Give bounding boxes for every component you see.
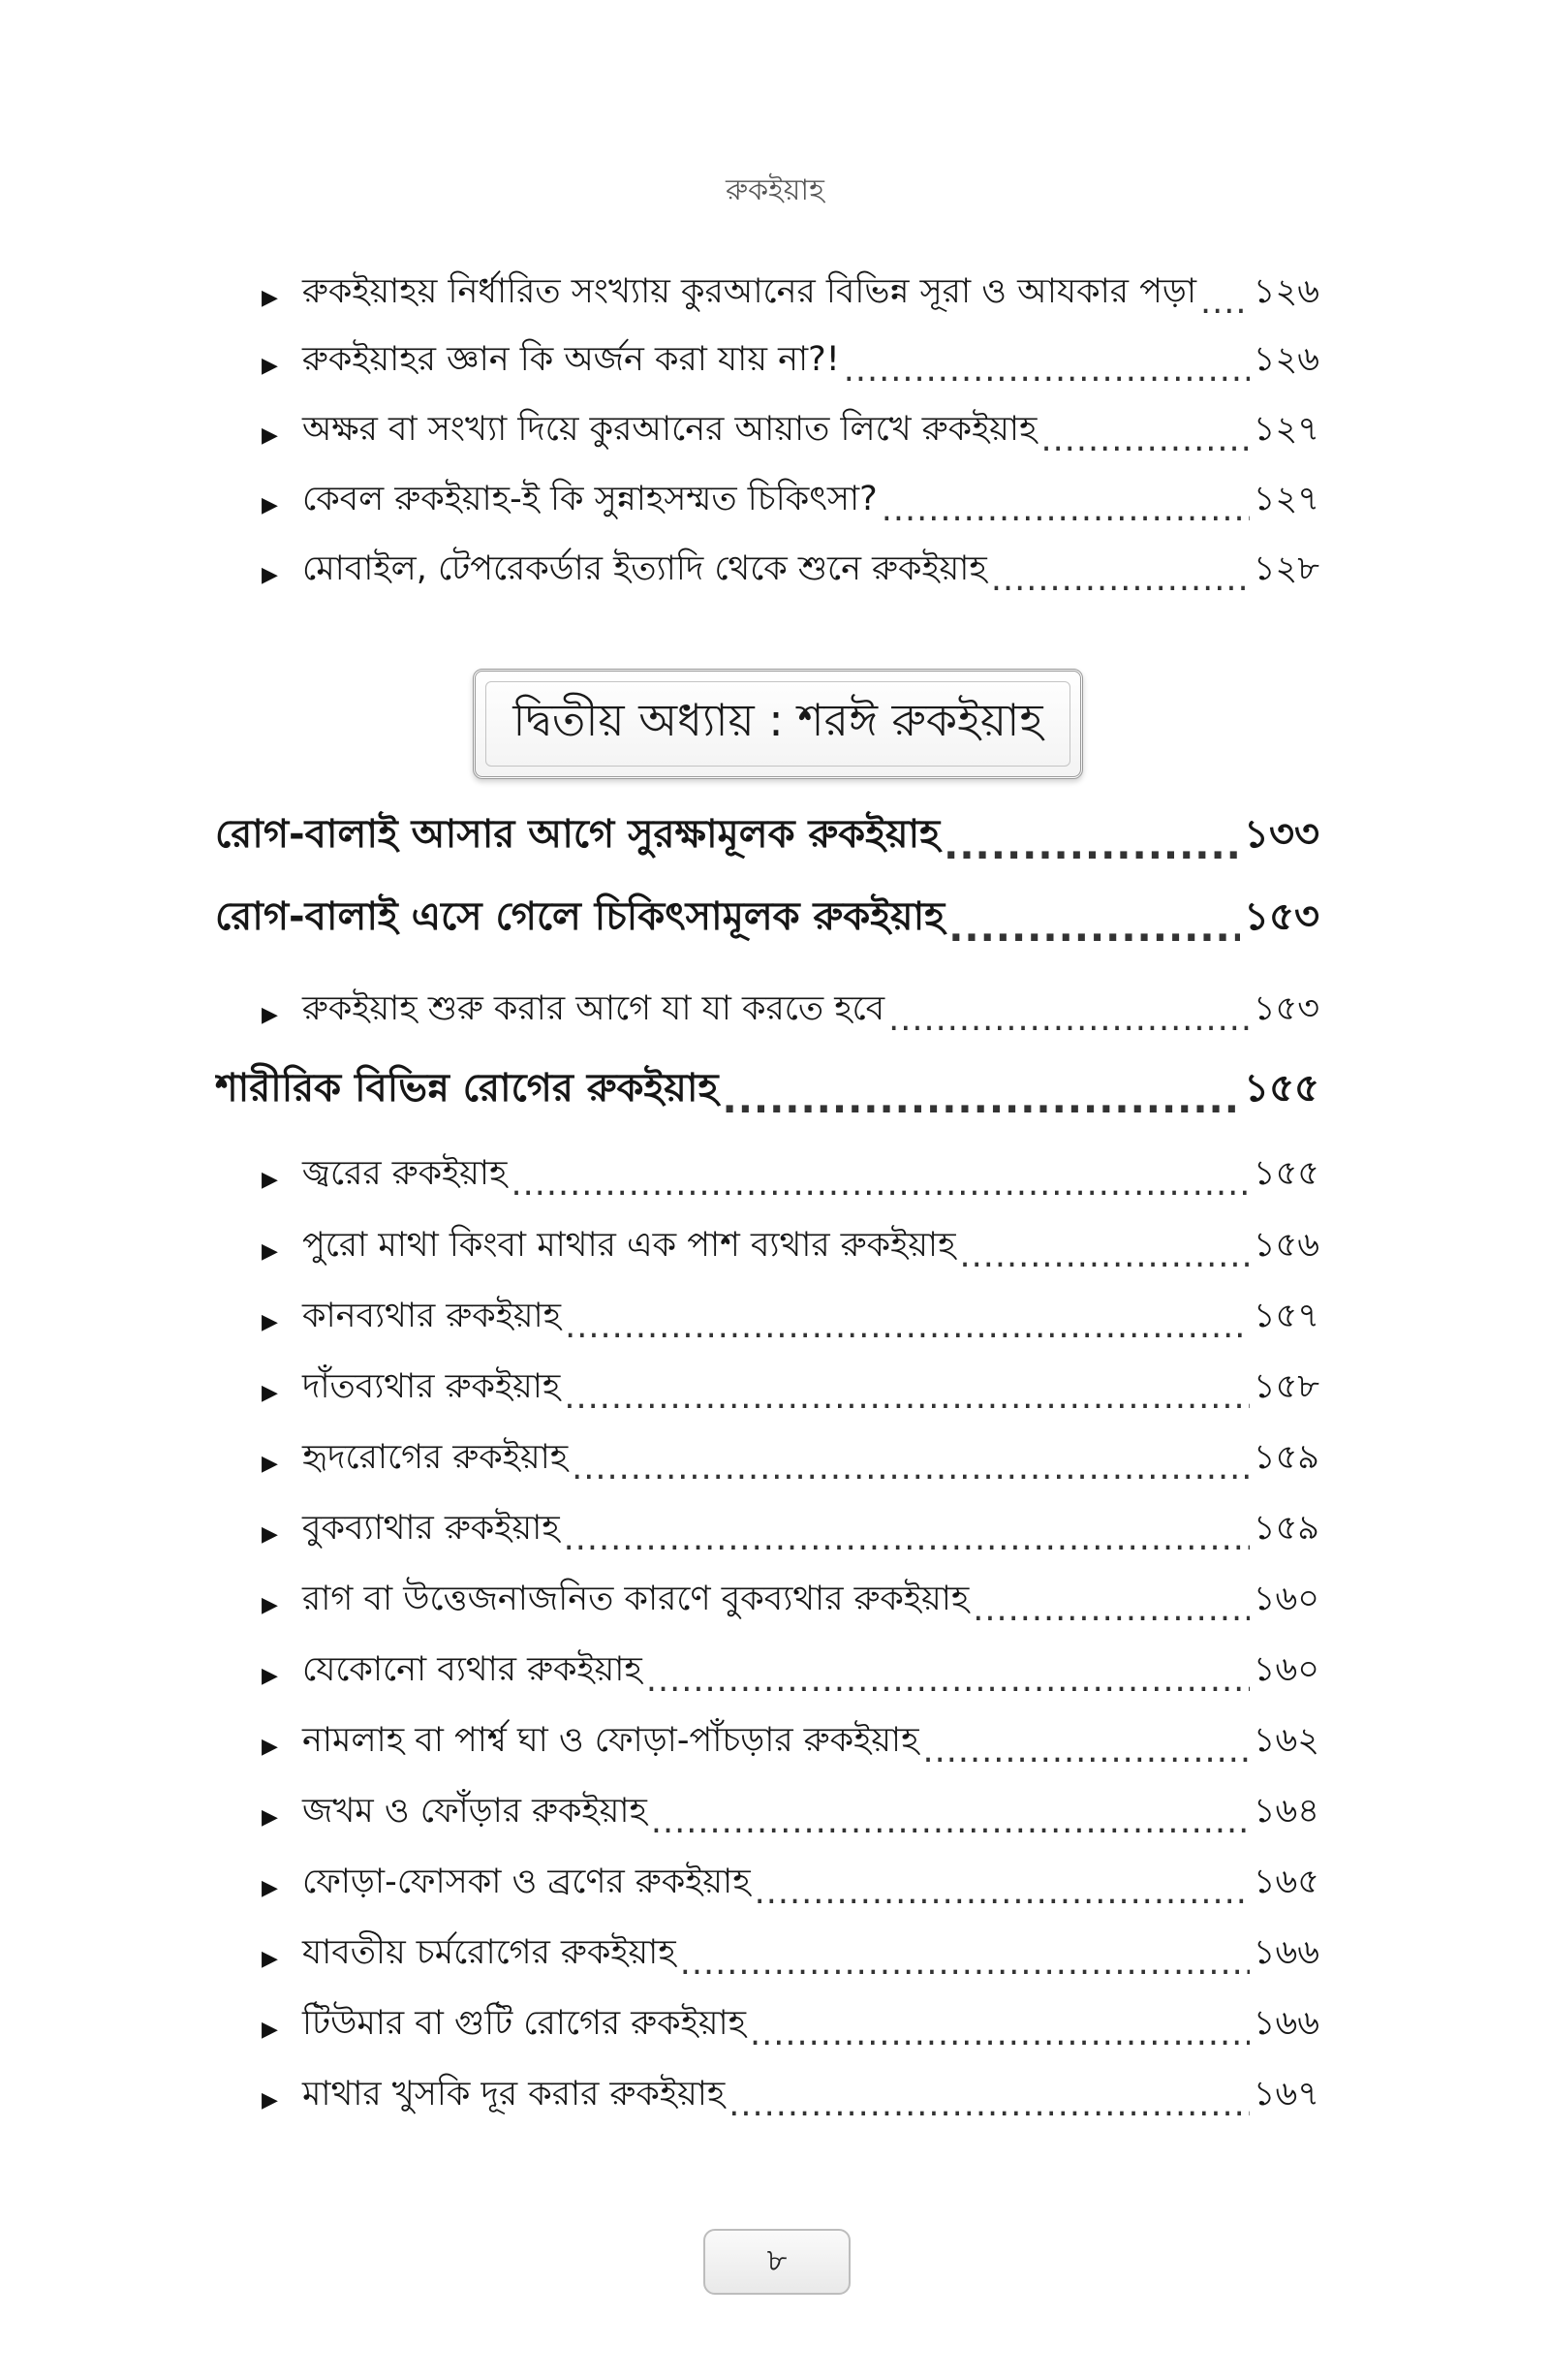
dot-leader — [991, 560, 1250, 599]
toc-entry[interactable] — [262, 331, 1319, 390]
toc-entry[interactable] — [262, 1571, 1319, 1629]
section-heading-label: শারীরিক বিভিন্ন রোগের রুকইয়াহ — [215, 1066, 719, 1111]
toc-entry[interactable] — [262, 471, 1319, 529]
dot-leader — [565, 1307, 1250, 1346]
dot-leader — [959, 1237, 1249, 1275]
toc-entry-label: অক্ষর বা সংখ্যা দিয়ে কুরআনের আয়াত লিখে রুকইয়াহ — [302, 410, 1038, 449]
dot-leader — [973, 1590, 1249, 1629]
toc-entry-page: ১৫৯ — [1253, 1509, 1319, 1548]
toc-entry-label: মাথার খুসকি দূর করার রুকইয়াহ — [302, 2075, 726, 2114]
toc-entry-label: হৃদরোগের রুকইয়াহ — [302, 1438, 569, 1477]
toc-entry-page: ১৫৮ — [1253, 1367, 1319, 1406]
dot-leader — [882, 490, 1250, 529]
bullet-arrow-icon: ▶ — [262, 563, 278, 587]
toc-entry[interactable] — [262, 1288, 1319, 1346]
toc-entry-page: ১২৮ — [1253, 549, 1319, 588]
toc-entry-label: যাবতীয় চর্মরোগের রুকইয়াহ — [302, 1933, 676, 1972]
running-head: রুকইয়াহ — [726, 173, 824, 207]
bullet-arrow-icon: ▶ — [262, 493, 278, 517]
toc-entry[interactable] — [262, 1145, 1319, 1204]
bullet-arrow-icon: ▶ — [262, 1168, 278, 1192]
toc-entry-label: কেবল রুকইয়াহ-ই কি সুন্নাহসম্মত চিকিৎসা? — [302, 480, 878, 518]
toc-entry-page: ১৬২ — [1253, 1721, 1319, 1760]
toc-entry-label: বুকব্যাথার রুকইয়াহ — [302, 1509, 560, 1548]
toc-entry-page: ১২৬ — [1253, 272, 1319, 311]
toc-entry-label: রুকইয়াহ শুরু করার আগে যা যা করতে হবে — [302, 989, 885, 1028]
toc-entry-page: ১৫৫ — [1253, 1154, 1319, 1193]
toc-entry[interactable] — [262, 1359, 1319, 1417]
toc-entry-page: ১৬০ — [1253, 1580, 1319, 1618]
bullet-arrow-icon: ▶ — [262, 1805, 278, 1830]
dot-leader — [1200, 283, 1250, 322]
toc-entry[interactable] — [262, 1429, 1319, 1488]
bullet-arrow-icon: ▶ — [262, 1947, 278, 1971]
section-heading-label: রোগ-বালাই আসার আগে সুরক্ষামূলক রুকইয়াহ — [215, 812, 941, 857]
toc-entry-label: ফোড়া-ফোসকা ও ব্রণের রুকইয়াহ — [302, 1863, 751, 1901]
dot-leader — [651, 1802, 1250, 1841]
toc-entry[interactable] — [262, 401, 1319, 459]
bullet-arrow-icon: ▶ — [262, 1522, 278, 1547]
dot-leader — [750, 2015, 1250, 2053]
toc-entry-label: জ্বরের রুকইয়াহ — [302, 1154, 508, 1193]
toc-entry-label: নামলাহ বা পার্শ্ব ঘা ও ফোড়া-পাঁচড়ার রুকইয়াহ — [302, 1721, 919, 1760]
toc-entry-page: ১৫৭ — [1253, 1297, 1319, 1335]
dot-leader — [646, 1661, 1250, 1700]
toc-entry-label: পুরো মাথা কিংবা মাথার এক পাশ ব্যথার রুকইয়াহ — [302, 1226, 956, 1265]
toc-entry-page: ১৬৫ — [1253, 1863, 1319, 1901]
section-heading-page: ১৩৩ — [1244, 812, 1319, 857]
toc-entry[interactable] — [262, 1500, 1319, 1558]
toc-entry-page: ১৫৬ — [1253, 1226, 1319, 1265]
section-heading-page: ১৫৩ — [1244, 894, 1319, 939]
dot-leader — [755, 1873, 1250, 1912]
dot-leader — [572, 1449, 1250, 1488]
bullet-arrow-icon: ▶ — [262, 1664, 278, 1688]
toc-entry-label: মোবাইল, টেপরেকর্ডার ইত্যাদি থেকে শুনে রুকইয়াহ — [302, 549, 987, 588]
dot-leader — [564, 1378, 1250, 1417]
dot-leader — [888, 1000, 1250, 1039]
toc-entry-page: ১৬৪ — [1253, 1792, 1319, 1831]
section-heading-page: ১৫৫ — [1244, 1066, 1319, 1111]
bullet-arrow-icon: ▶ — [262, 1735, 278, 1759]
dot-leader — [1040, 421, 1249, 459]
bullet-arrow-icon: ▶ — [262, 2088, 278, 2113]
toc-entry[interactable] — [262, 1783, 1319, 1841]
dot-leader — [723, 1078, 1241, 1122]
toc-entry-label: দাঁতব্যথার রুকইয়াহ — [302, 1367, 561, 1406]
toc-entry-label: কানব্যথার রুকইয়াহ — [302, 1297, 562, 1335]
bullet-arrow-icon: ▶ — [262, 286, 278, 310]
bullet-arrow-icon: ▶ — [262, 1452, 278, 1476]
toc-entry[interactable] — [262, 1642, 1319, 1700]
dot-leader — [922, 1732, 1249, 1770]
dot-leader — [511, 1165, 1249, 1204]
toc-entry[interactable] — [262, 1925, 1319, 1983]
toc-entry-page: ১২৭ — [1253, 410, 1319, 449]
toc-entry-page: ১৫৯ — [1253, 1438, 1319, 1477]
toc-entry[interactable] — [262, 541, 1319, 599]
bullet-arrow-icon: ▶ — [262, 1310, 278, 1334]
toc-entry[interactable] — [262, 1712, 1319, 1770]
toc-entry-page: ১৬৬ — [1253, 1933, 1319, 1972]
bullet-arrow-icon: ▶ — [262, 1239, 278, 1264]
dot-leader — [844, 351, 1250, 390]
toc-entry-page: ১৬০ — [1253, 1650, 1319, 1689]
toc-entry-page: ১৫৩ — [1253, 989, 1319, 1028]
toc-entry-label: টিউমার বা গুটি রোগের রুকইয়াহ — [302, 2004, 746, 2043]
page-number: ৮ — [766, 2241, 788, 2278]
toc-entry-label: রুকইয়াহর জ্ঞান কি অর্জন করা যায় না?! — [302, 340, 840, 379]
toc-entry[interactable] — [262, 1217, 1319, 1275]
dot-leader — [728, 2085, 1250, 2124]
toc-entry[interactable] — [262, 264, 1319, 322]
toc-entry-label: রাগ বা উত্তেজনাজনিত কারণে বুকব্যথার রুকইয়াহ — [302, 1580, 970, 1618]
toc-section-heading[interactable] — [215, 1060, 1319, 1122]
bullet-arrow-icon: ▶ — [262, 1593, 278, 1617]
toc-entry-page: ১৬৬ — [1253, 2004, 1319, 2043]
toc-entry-page: ১৬৭ — [1253, 2075, 1319, 2114]
toc-entry-page: ১২৭ — [1253, 480, 1319, 518]
dot-leader — [948, 906, 1240, 951]
bullet-arrow-icon: ▶ — [262, 1003, 278, 1027]
toc-entry-label: রুকইয়াহয় নির্ধারিত সংখ্যায় কুরআনের বিভিন্ন সূরা ও আযকার পড়া — [302, 272, 1196, 311]
toc-entry-page: ১২৬ — [1253, 340, 1319, 379]
page-number-box — [703, 2229, 851, 2295]
toc-section-heading[interactable] — [215, 889, 1319, 951]
dot-leader — [680, 1944, 1250, 1983]
bullet-arrow-icon: ▶ — [262, 423, 278, 448]
toc-entry[interactable] — [262, 1995, 1319, 2053]
toc-section-heading[interactable] — [215, 806, 1319, 868]
chapter-title: দ্বিতীয় অধ্যায় : শরঈ রুকইয়াহ — [512, 694, 1043, 746]
bullet-arrow-icon: ▶ — [262, 354, 278, 378]
toc-entry[interactable] — [262, 2066, 1319, 2124]
toc-entry-label: জখম ও ফোঁড়ার রুকইয়াহ — [302, 1792, 647, 1831]
bullet-arrow-icon: ▶ — [262, 2018, 278, 2042]
toc-entry[interactable] — [262, 981, 1319, 1039]
bullet-arrow-icon: ▶ — [262, 1876, 278, 1900]
chapter-title-frame — [473, 669, 1083, 779]
dot-leader — [564, 1519, 1250, 1558]
dot-leader — [944, 824, 1240, 868]
section-heading-label: রোগ-বালাই এসে গেলে চিকিৎসামূলক রুকইয়াহ — [215, 894, 946, 939]
toc-entry-label: যেকোনো ব্যথার রুকইয়াহ — [302, 1650, 642, 1689]
bullet-arrow-icon: ▶ — [262, 1381, 278, 1405]
toc-entry[interactable] — [262, 1854, 1319, 1912]
